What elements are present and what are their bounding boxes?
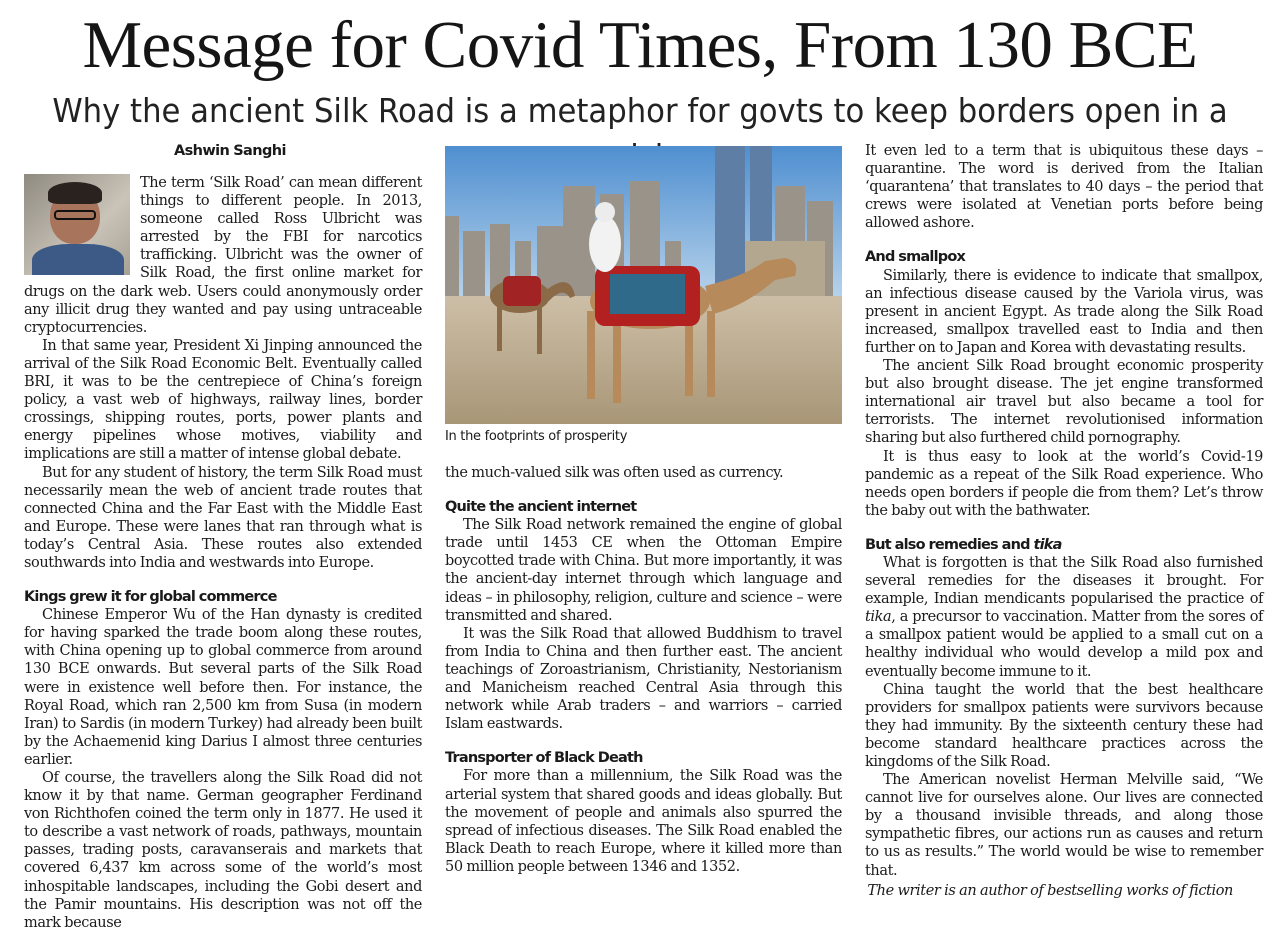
article-column-1 bbox=[24, 142, 422, 932]
paragraph: Of course, the travellers along the Silk Road did not know it by that name. German geographer Ferdinand von Richthofen coined the term only in 1877. He used it to describe a vast network of roads, pathways, mountain passes, trading posts, caravanserais and markets that covered 6,437 km across some of the world’s most inhospitable landscapes, including the Gobi desert and the Pamir mountains. His description was not off the mark because bbox=[24, 770, 422, 931]
paragraph: But for any student of history, the term Silk Road must necessarily mean the web of ancient trade routes that connected China and the Far East with the Middle East and Europe. These were lanes that ran through what is today’s Central Asia. These routes also extended southwards into India and westwards into Europe. bbox=[24, 464, 422, 571]
author-tagline: The writer is an author of bestselling works of fiction bbox=[867, 882, 1233, 899]
paragraph: It is thus easy to look at the world’s Covid-19 pandemic as a repeat of the Silk Road experience. Who needs open borders if people die from them? Let’s throw the baby out with the bathwater. bbox=[865, 448, 1263, 519]
subheadline: Why the ancient Silk Road is a metaphor for govts to keep borders open in a bbox=[52, 91, 1228, 130]
camel-rider-photo bbox=[445, 146, 842, 424]
author-photo bbox=[24, 174, 130, 275]
article-column-3 bbox=[865, 142, 1263, 900]
paragraph: The American novelist Herman Melville said, “We cannot live for ourselves alone. Our lives are connected by a thousand invisible threads, and along those sympathetic fibres, our actions run as causes and return to us as results.” The world would be wise to remember that. bbox=[865, 772, 1263, 879]
paragraph: For more than a millennium, the Silk Road was the arterial system that shared goods and ideas globally. But the movement of people and animals also spurred the spread of infectious diseases. The Silk Road enabled the Black Death to reach Europe, where it killed more than 50 million people between 1346 and 1352. bbox=[445, 768, 842, 875]
section-heading: And smallpox bbox=[865, 249, 966, 266]
heading-text: But also remedies and bbox=[865, 536, 1034, 553]
section-heading: Quite the ancient internet bbox=[445, 499, 637, 516]
section-heading: Kings grew it for global commerce bbox=[24, 589, 277, 606]
photo-caption: In the footprints of prosperity bbox=[445, 429, 628, 444]
paragraph: China taught the world that the best healthcare providers for smallpox patients were survivors because they had immunity. By the sixteenth century these had become standard healthcare practices across the kingdoms of the Silk Road. bbox=[865, 681, 1263, 770]
italic-term: tika bbox=[865, 609, 892, 626]
article-column-2 bbox=[445, 464, 842, 876]
paragraph: It even led to a term that is ubiquitous these days – quarantine. The word is derived from the Italian ‘quarantena’ that translates to 40 days – the period that crews were isolated at Venetian ports before being allowed ashore. bbox=[865, 143, 1263, 232]
paragraph: Similarly, there is evidence to indicate that smallpox, an infectious disease caused by the Variola virus, was present in ancient Egypt. As trade along the Silk Road increased, smallpox travelled east to India and then further on to Japan and Korea with devastating results. bbox=[865, 267, 1263, 356]
paragraph: The Silk Road network remained the engine of global trade until 1453 CE when the Ottoman Empire boycotted trade with China. But more importantly, it was the ancient-day internet through which language and ideas – in philosophy, religion, culture and science – were transmitted and shared. bbox=[445, 517, 842, 624]
text: What is forgotten is that the Silk Road also furnished several remedies for the diseases it brought. For example, Indian mendicants popularised the practice of bbox=[865, 554, 1263, 608]
section-heading bbox=[865, 536, 1263, 554]
paragraph: the much-valued silk was often used as currency. bbox=[445, 465, 784, 481]
paragraph: In that same year, President Xi Jinping announced the arrival of the Silk Road Economic Belt. Eventually called BRI, it was to be the centrepiece of China’s foreign policy, a vast web of highways, railway lines, border crossings, shipping routes, ports, power plants and energy pipelines whose motives, viability and implications are still a matter of intense global debate. bbox=[24, 337, 422, 463]
heading-italic: tika bbox=[1033, 536, 1062, 553]
paragraph bbox=[865, 554, 1263, 681]
paragraph: It was the Silk Road that allowed Buddhism to travel from India to China and then further east. The ancient teachings of Zoroastrianism, Christianity, Nestorianism and Manicheism reached Central Asia through this network while Arab traders – and warriors – carried Islam eastwards. bbox=[445, 625, 842, 733]
paragraph: The term ‘Silk Road’ can mean different things to different people. In 2013, someone called Ross Ulbricht was arrested by the FBI for narcotics trafficking. Ulbricht was the owner of Silk Road, the first online market for drugs on the dark web. Users could anonymously order any illicit drug they wanted and pay using untraceable cryptocurrencies. bbox=[24, 175, 422, 336]
article-photo bbox=[445, 146, 842, 424]
byline: Ashwin Sanghi bbox=[174, 143, 286, 159]
paragraph: Chinese Emperor Wu of the Han dynasty is credited for having sparked the trade boom along these routes, with China opening up to global commerce from around 130 BCE onwards. But several parts of the Silk Road were in existence well before then. For instance, the Royal Road, which ran 2,500 km from Susa (in modern Iran) to Sardis (in modern Turkey) had already been built by the Achaemenid king Darius I almost three centuries earlier. bbox=[24, 607, 422, 768]
section-heading: Transporter of Black Death bbox=[445, 750, 643, 767]
paragraph: The ancient Silk Road brought economic prosperity but also brought disease. The jet engine transformed international air travel but also became a tool for terrorists. The internet revolutionised information sharing but also furthered child pornography. bbox=[865, 358, 1263, 447]
text: , a precursor to vaccination. Matter from the sores of a smallpox patient would be applied to a small cut on a healthy individual who would develop a mild pox and eventually become immune to it. bbox=[865, 609, 1263, 680]
headline: Message for Covid Times, From 130 BCE bbox=[82, 8, 1198, 82]
